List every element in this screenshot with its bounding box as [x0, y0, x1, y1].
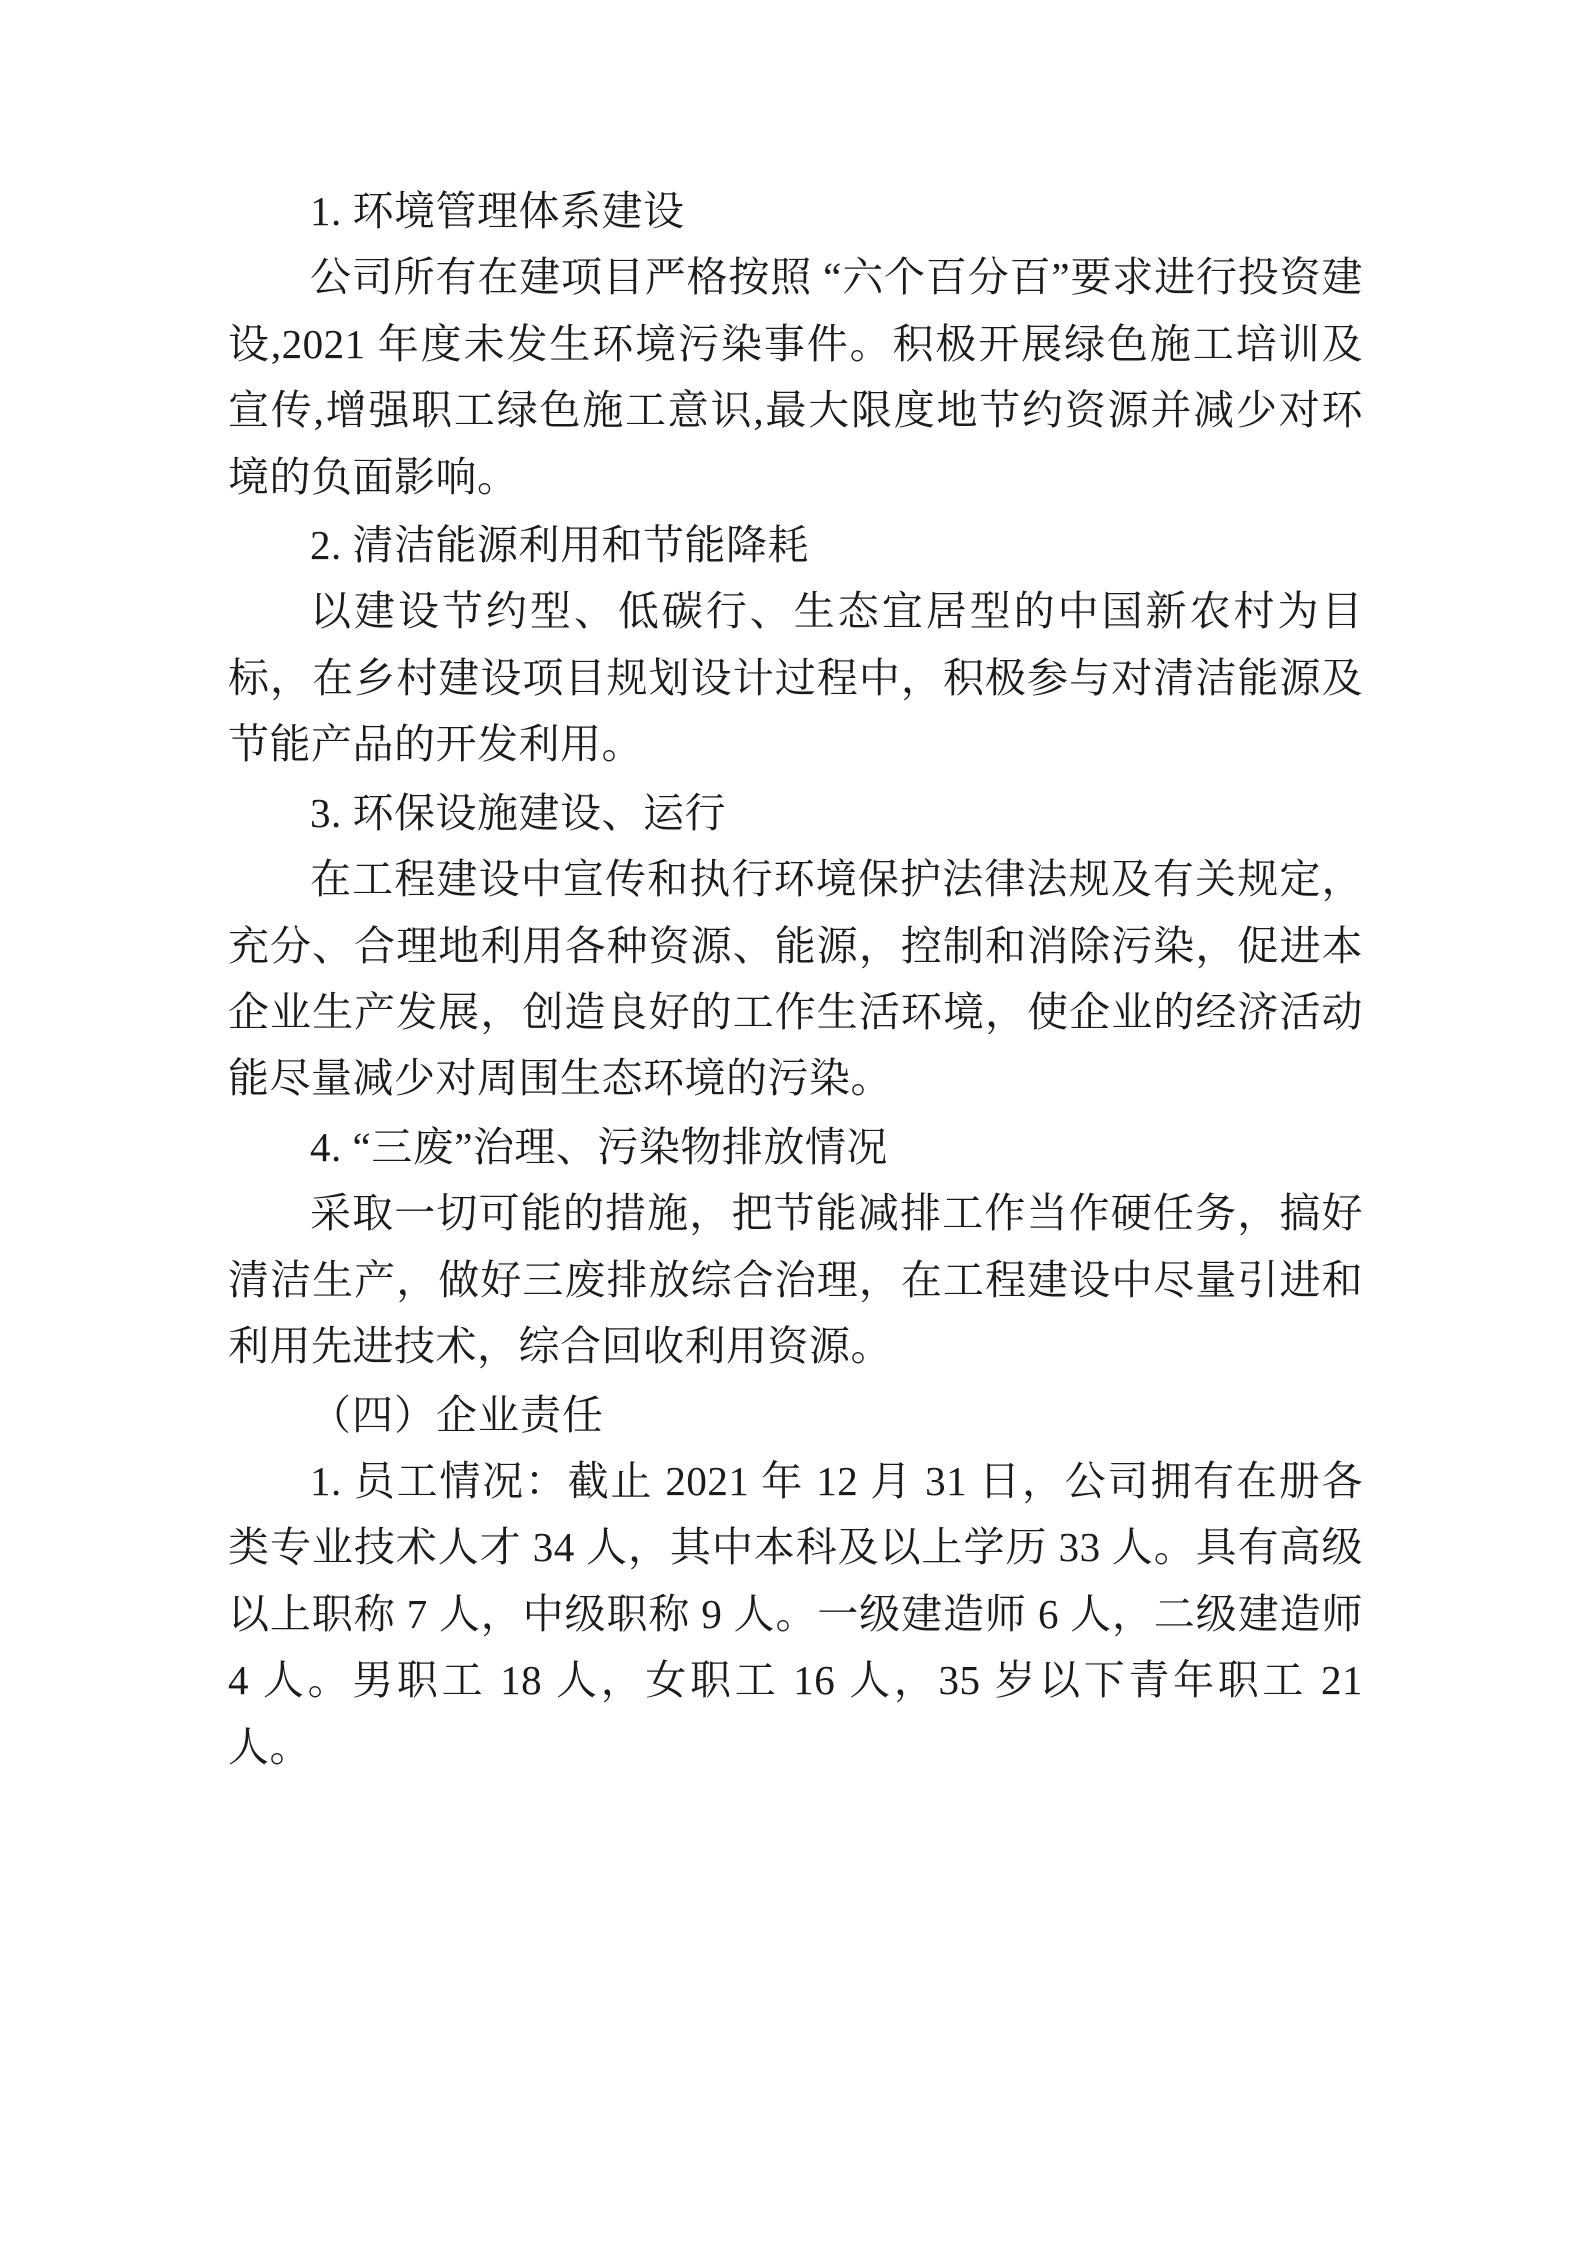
section-heading: 2. 清洁能源利用和节能降耗	[310, 522, 809, 569]
section-heading: 4. “三废”治理、污染物排放情况	[310, 1123, 888, 1170]
section-paragraph: 采取一切可能的措施，把节能减排工作当作硬任务，搞好清洁生产，做好三废排放综合治理，在工程建设中尽量引进和利用先进技术，综合回收利用资源。	[228, 1190, 1363, 1370]
section-clean-energy	[228, 512, 1363, 778]
section-paragraph: 以建设节约型、低碳行、生态宜居型的中国新农村为目标，在乡村建设项目规划设计过程中，积极参与对清洁能源及节能产品的开发利用。	[228, 588, 1363, 768]
section-heading: 1. 环境管理体系建设	[310, 188, 685, 234]
chapter-corporate-responsibility	[228, 1382, 1374, 1780]
section-paragraph: 公司所有在建项目严格按照 “六个百分百”要求进行投资建设,2021 年度未发生环境污染事件。积极开展绿色施工培训及宣传,增强职工绿色施工意识,最大限度地节约资源并减少对环境的负面影响。	[228, 254, 1363, 500]
chapter-title: （四）企业责任	[310, 1391, 604, 1438]
section-heading: 3. 环保设施建设、运行	[310, 789, 726, 836]
document-body	[228, 178, 1374, 1782]
chapter-item-staff-situation: 1. 员工情况：截止 2021 年 12 月 31 日，公司拥有在册各类专业技术人才 34 人，其中本科及以上学历 33 人。具有高级以上职称 7 人，中级职称 9 人。一级建造师 6 人，二级建造师 4 人。男职工 18 人，女职工 16 人，35 岁以下青年职工 21 人。	[228, 1457, 1374, 1770]
section-env-management-system	[228, 178, 1363, 510]
section-paragraph: 在工程建设中宣传和执行环境保护法律法规及有关规定，充分、合理地利用各种资源、能源，控制和消除污染，促进本企业生产发展，创造良好的工作生活环境，使企业的经济活动能尽量减少对周围生态环境的污染。	[228, 856, 1363, 1102]
section-env-facilities	[228, 780, 1363, 1112]
section-three-wastes	[228, 1114, 1363, 1380]
